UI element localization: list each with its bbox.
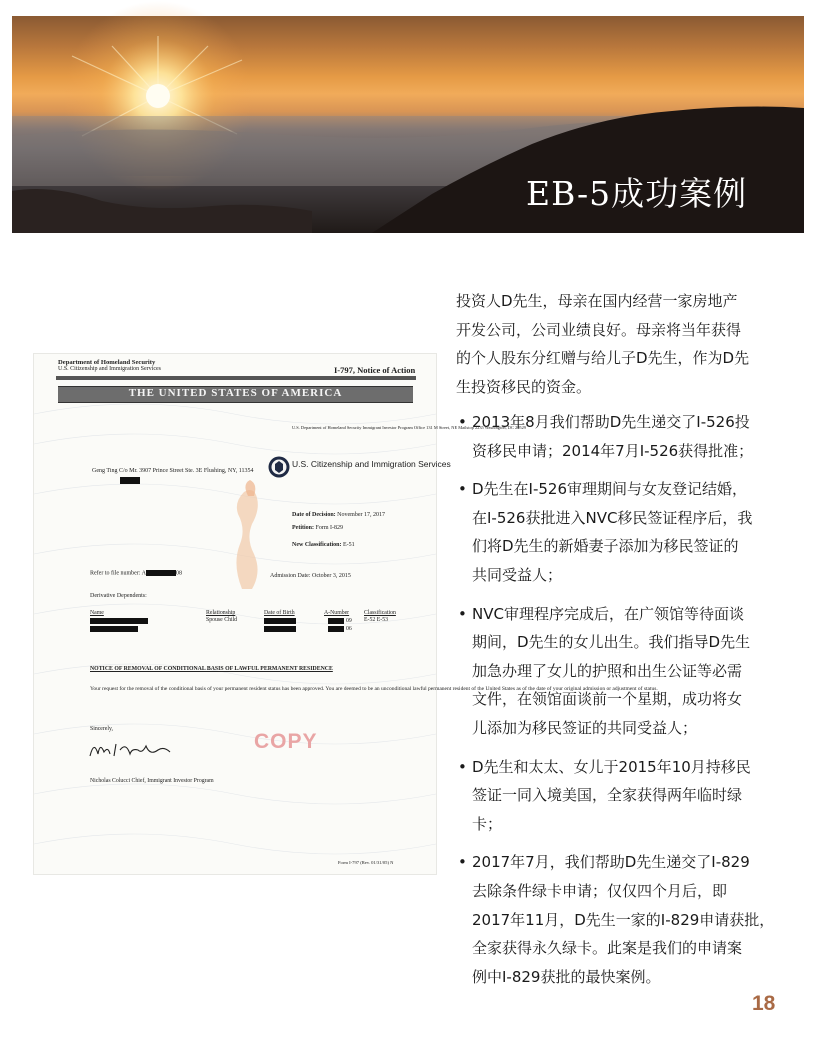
bullet-icon: • xyxy=(458,413,467,431)
redaction-bar xyxy=(90,618,148,624)
country-band-text: THE UNITED STATES OF AMERICA xyxy=(128,387,343,399)
bullet-icon: • xyxy=(458,480,467,499)
banner-title: EB-5成功案例 xyxy=(526,174,748,213)
list-item: • D先生在I-526审理期间与女友登记结婚， 在I-526获批进入NVC移民签证程序后，我 们将D先生的新婚妻子添加为移民签证的 共同受益人； xyxy=(456,475,786,589)
dhs-seal-icon xyxy=(268,456,290,478)
i797-notice-image: Department of Homeland Security U.S. Citizenship and Immigration Services I-797, Notice of Action THE UNITED STATES OF AMERICA U.S. Department of Homeland Security Immigrant Investor Program Office 131 M Street, NE Mailstop 2235 Washington, DC 20529 U.S. Citizenship and Immigration Services Geng Ting C/o Mr. 3907 Prince Street Ste. 3E Flushing, NY, 11354 Date of Decision: November 17, 2017 Petition: Form I-829 New Classification: E-51 Refer to file number: A 08 Admission Date: October 3, 2015 Derivative Dependents: Name Relationship Date of Birth A-Number Classification Spouse Child 09 06 E-52 E-53 NOTICE OF REMOVAL OF CONDITIONAL BASIS OF LAWFUL PERMANENT RESIDENCE Your request for the removal of the conditional basis of your permanent resident status has been approved. You are deemed to be an unconditional lawful permanent resident of the United States as of the date of your original admission or adjustment of status. Sincerely, COPY Nicholas Colucci Chief, Immigrant Investor Program Form I-797 (Rev. 01/31/05) N xyxy=(33,353,437,875)
new-classification: New Classification: E-51 xyxy=(292,542,355,548)
agency-subtitle: U.S. Citizenship and Immigration Services xyxy=(58,366,161,372)
header-rule xyxy=(56,376,416,380)
anumber-suffixes: 09 06 xyxy=(346,618,352,633)
copy-stamp: COPY xyxy=(254,730,318,753)
intro-line: 的个人股东分红赠与给儿子D先生，作为D先 xyxy=(456,349,750,368)
dependent-relationships: Spouse Child xyxy=(206,617,238,623)
redaction-bar xyxy=(264,618,296,624)
signature xyxy=(86,736,176,762)
uscis-name: U.S. Citizenship and Immigration Services xyxy=(292,459,451,469)
bullet-icon: • xyxy=(458,604,467,623)
list-item: • 2013年8月我们帮助D先生递交了I-526投 资移民申请；2014年7月I-526获得批准； xyxy=(456,408,786,465)
notice-title: I-797, Notice of Action xyxy=(334,365,416,375)
form-footer: Form I-797 (Rev. 01/31/05) N xyxy=(338,860,394,865)
intro-paragraph xyxy=(456,287,776,401)
removal-heading: NOTICE OF REMOVAL OF CONDITIONAL BASIS OF LAWFUL PERMANENT RESIDENCE xyxy=(90,666,333,672)
redaction-bar xyxy=(264,626,296,632)
page-number: 18 xyxy=(752,992,776,1015)
redaction-bar xyxy=(90,626,138,632)
header-banner xyxy=(12,16,804,233)
recipient-address: Geng Ting C/o Mr. 3907 Prince Street Ste. 3E Flushing, NY, 11354 xyxy=(92,468,254,474)
list-item: • 2017年7月，我们帮助D先生递交了I-829 去除条件绿卡申请；仅仅四个月后，即 2017年11月，D先生一家的I-829申请获批， 全家获得永久绿卡。此案是我们的申请案 例中I-829获批的最快案例。 xyxy=(456,848,786,991)
intro-line: 生投资移民的资金。 xyxy=(456,377,592,396)
bullet-icon: • xyxy=(458,853,467,872)
removal-body: Your request for the removal of the conditional basis of your permanent resident status has been approved. You are deemed to be an unconditional lawful permanent resident of the United States as of the date of your original admission or adjustment of status. xyxy=(90,686,658,692)
case-timeline-list xyxy=(456,408,786,1001)
dependent-classifications: E-52 E-53 xyxy=(364,617,388,623)
intro-line: 投资人D先生，母亲在国内经营一家房地产 xyxy=(456,292,738,310)
department-name: Department of Homeland Security xyxy=(58,359,156,366)
redaction-bar xyxy=(328,618,344,624)
list-item: • NVC审理程序完成后，在广领馆等待面谈 期间，D先生的女儿出生。我们指导D先生 加急办理了女儿的护照和出生公证等必需 文件，在领馆面谈前一个星期，成功将女 儿添加为移民签证的共同受益人； xyxy=(456,600,786,743)
redaction-bar xyxy=(120,477,140,484)
intro-line: 开发公司，公司业绩良好。母亲将当年获得 xyxy=(456,320,742,339)
decision-date: Date of Decision: November 17, 2017 xyxy=(292,512,385,518)
bullet-icon: • xyxy=(458,757,467,776)
derivative-label: Derivative Dependents: xyxy=(90,593,147,599)
petition-type: Petition: Form I-829 xyxy=(292,525,343,531)
signer-name: Nicholas Colucci Chief, Immigrant Investor Program xyxy=(90,778,214,784)
closing: Sincerely, xyxy=(90,726,113,732)
admission-date: Admission Date: October 3, 2015 xyxy=(270,573,351,579)
file-number: Refer to file number: A 08 xyxy=(90,570,182,577)
office-address: U.S. Department of Homeland Security Immigrant Investor Program Office 131 M Street, NE Mailstop 2235 Washington, DC 20529 xyxy=(292,425,526,430)
list-item: • D先生和太太、女儿于2015年10月持移民 签证一同入境美国，全家获得两年临时绿 卡； xyxy=(456,753,786,839)
redaction-bar xyxy=(328,626,344,632)
